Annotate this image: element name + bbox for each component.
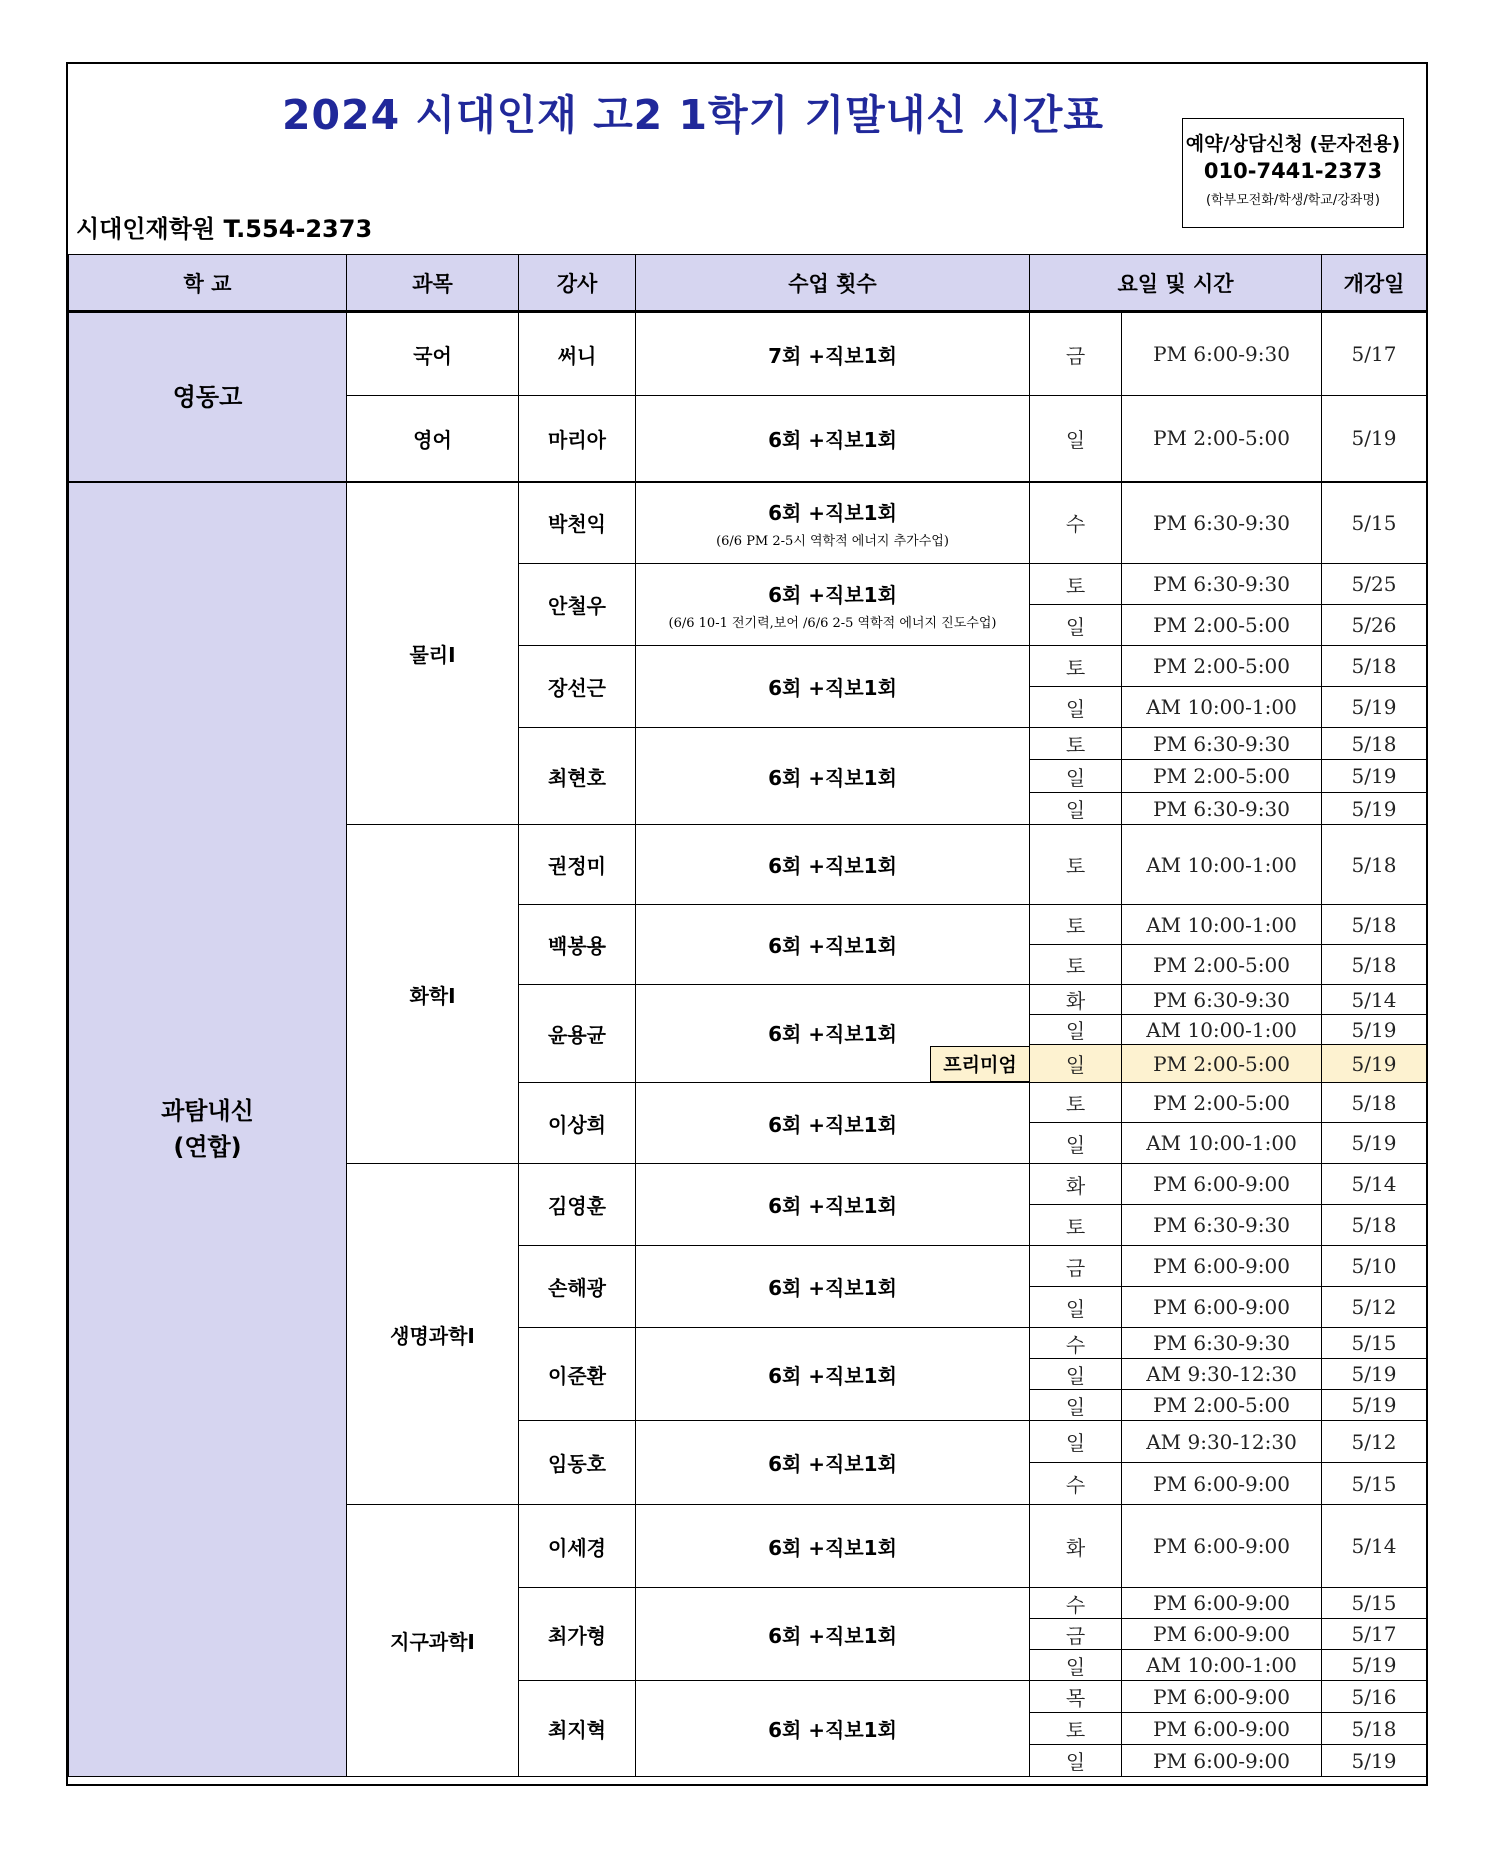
day-cell: 토 <box>1030 825 1122 905</box>
date-cell: 5/12 <box>1322 1287 1427 1328</box>
day-cell: 수 <box>1030 1328 1122 1359</box>
count-cell: 6회 +직보1회 <box>636 1681 1030 1777</box>
date-cell: 5/15 <box>1322 1463 1427 1505</box>
count-cell: 6회 +직보1회 <box>636 646 1030 728</box>
date-cell: 5/18 <box>1322 646 1427 687</box>
day-cell: 일 <box>1030 1421 1122 1463</box>
count-cell: 6회 +직보1회 <box>636 825 1030 905</box>
timetable <box>68 254 1427 1777</box>
count-cell: 6회 +직보1회 <box>636 1588 1030 1681</box>
header-subject: 과목 <box>347 255 519 312</box>
date-cell: 5/10 <box>1322 1246 1427 1287</box>
day-cell: 토 <box>1030 564 1122 605</box>
header-start: 개강일 <box>1322 255 1427 312</box>
teacher-cell: 김영훈 <box>519 1164 636 1246</box>
header-schedule: 요일 및 시간 <box>1030 255 1322 312</box>
header-school: 학 교 <box>69 255 347 312</box>
date-cell: 5/26 <box>1322 605 1427 646</box>
time-cell: PM 6:00-9:00 <box>1122 1745 1322 1777</box>
subject-cell: 화학Ⅰ <box>347 825 519 1164</box>
teacher-cell: 안철우 <box>519 564 636 646</box>
count-cell: 6회 +직보1회 <box>636 1083 1030 1164</box>
time-cell: PM 6:00-9:00 <box>1122 1463 1322 1505</box>
day-cell: 토 <box>1030 1083 1122 1123</box>
date-cell: 5/19 <box>1322 793 1427 825</box>
day-cell: 일 <box>1030 1390 1122 1421</box>
time-cell: PM 2:00-5:00 <box>1122 1083 1322 1123</box>
time-cell: PM 6:30-9:30 <box>1122 1205 1322 1246</box>
day-cell: 일 <box>1030 1045 1122 1083</box>
school-cell <box>69 482 347 1777</box>
table-row <box>69 312 1427 396</box>
date-cell: 5/17 <box>1322 1619 1427 1650</box>
school-cell: 영동고 <box>69 312 347 482</box>
date-cell: 5/14 <box>1322 1164 1427 1205</box>
teacher-cell: 임동호 <box>519 1421 636 1505</box>
teacher-cell: 이상희 <box>519 1083 636 1164</box>
date-cell: 5/12 <box>1322 1421 1427 1463</box>
teacher-cell: 이준환 <box>519 1328 636 1421</box>
time-cell: AM 10:00-1:00 <box>1122 1650 1322 1681</box>
time-cell: AM 10:00-1:00 <box>1122 687 1322 728</box>
date-cell: 5/19 <box>1322 1745 1427 1777</box>
time-cell: PM 6:00-9:00 <box>1122 1505 1322 1588</box>
day-cell: 화 <box>1030 1164 1122 1205</box>
subject-cell: 국어 <box>347 312 519 396</box>
day-cell: 일 <box>1030 793 1122 825</box>
date-cell: 5/18 <box>1322 1083 1427 1123</box>
time-cell: PM 6:00-9:00 <box>1122 1246 1322 1287</box>
date-cell: 5/19 <box>1322 1045 1427 1083</box>
count-cell: 6회 +직보1회 <box>636 728 1030 825</box>
day-cell: 일 <box>1030 1650 1122 1681</box>
time-cell: PM 2:00-5:00 <box>1122 646 1322 687</box>
teacher-cell: 마리아 <box>519 396 636 482</box>
day-cell: 목 <box>1030 1681 1122 1713</box>
contact-phone: 010-7441-2373 <box>1203 159 1383 183</box>
day-cell: 일 <box>1030 1745 1122 1777</box>
teacher-cell: 박천익 <box>519 482 636 564</box>
date-cell: 5/15 <box>1322 482 1427 564</box>
teacher-cell: 최현호 <box>519 728 636 825</box>
contact-box <box>1182 118 1404 228</box>
day-cell: 일 <box>1030 1015 1122 1045</box>
day-cell: 일 <box>1030 760 1122 793</box>
header-teacher: 강사 <box>519 255 636 312</box>
day-cell: 수 <box>1030 482 1122 564</box>
teacher-cell: 윤용균 <box>519 985 636 1083</box>
time-cell: PM 6:00-9:00 <box>1122 1164 1322 1205</box>
subject-cell: 생명과학Ⅰ <box>347 1164 519 1505</box>
teacher-cell: 장선근 <box>519 646 636 728</box>
count-cell: 7회 +직보1회 <box>636 312 1030 396</box>
count-cell: 6회 +직보1회 (6/6 PM 2-5시 역학적 에너지 추가수업) <box>636 482 1030 564</box>
day-cell: 금 <box>1030 312 1122 396</box>
day-cell: 일 <box>1030 687 1122 728</box>
date-cell: 5/17 <box>1322 312 1427 396</box>
count-cell: 6회 +직보1회 <box>636 905 1030 985</box>
date-cell: 5/18 <box>1322 1205 1427 1246</box>
contact-instructions: (학부모전화/학생/학교/강좌명) <box>1206 193 1380 208</box>
time-cell: PM 2:00-5:00 <box>1122 760 1322 793</box>
school-name: 과탐내신 <box>161 1097 254 1126</box>
date-cell: 5/19 <box>1322 396 1427 482</box>
date-cell: 5/16 <box>1322 1681 1427 1713</box>
count-note: (6/6 10-1 전기력,보어 /6/6 2-5 역학적 에너지 진도수업) <box>668 615 997 631</box>
day-cell: 금 <box>1030 1246 1122 1287</box>
date-cell: 5/19 <box>1322 1015 1427 1045</box>
day-cell: 금 <box>1030 1619 1122 1650</box>
time-cell: PM 6:00-9:00 <box>1122 1619 1322 1650</box>
date-cell: 5/19 <box>1322 1123 1427 1164</box>
date-cell: 5/15 <box>1322 1328 1427 1359</box>
date-cell: 5/19 <box>1322 760 1427 793</box>
time-cell: PM 6:30-9:30 <box>1122 564 1322 605</box>
time-cell: PM 2:00-5:00 <box>1122 1390 1322 1421</box>
time-cell: PM 2:00-5:00 <box>1122 1045 1322 1083</box>
time-cell: AM 10:00-1:00 <box>1122 1123 1322 1164</box>
date-cell: 5/18 <box>1322 1713 1427 1745</box>
timetable-document <box>66 62 1428 1786</box>
teacher-cell: 최가형 <box>519 1588 636 1681</box>
day-cell: 화 <box>1030 985 1122 1015</box>
count-cell: 6회 +직보1회 <box>636 1505 1030 1588</box>
count-cell: 6회 +직보1회 (6/6 10-1 전기력,보어 /6/6 2-5 역학적 에너지 진도수업) <box>636 564 1030 646</box>
date-cell: 5/15 <box>1322 1588 1427 1619</box>
day-cell: 화 <box>1030 1505 1122 1588</box>
time-cell: PM 2:00-5:00 <box>1122 945 1322 985</box>
day-cell: 토 <box>1030 728 1122 760</box>
day-cell: 토 <box>1030 945 1122 985</box>
time-cell: PM 6:00-9:00 <box>1122 1588 1322 1619</box>
subject-cell: 물리Ⅰ <box>347 482 519 825</box>
time-cell: PM 6:00-9:00 <box>1122 1713 1322 1745</box>
teacher-cell: 써니 <box>519 312 636 396</box>
day-cell: 토 <box>1030 1205 1122 1246</box>
date-cell: 5/18 <box>1322 728 1427 760</box>
teacher-cell: 권정미 <box>519 825 636 905</box>
day-cell: 토 <box>1030 646 1122 687</box>
count-cell: 6회 +직보1회 <box>636 1164 1030 1246</box>
time-cell: PM 6:30-9:30 <box>1122 1328 1322 1359</box>
day-cell: 일 <box>1030 396 1122 482</box>
time-cell: AM 10:00-1:00 <box>1122 825 1322 905</box>
teacher-cell: 손해광 <box>519 1246 636 1328</box>
school-note: (연합) <box>173 1133 242 1162</box>
day-cell: 일 <box>1030 1359 1122 1390</box>
time-cell: PM 6:30-9:30 <box>1122 482 1322 564</box>
day-cell: 일 <box>1030 1123 1122 1164</box>
time-cell: PM 6:30-9:30 <box>1122 728 1322 760</box>
time-cell: PM 6:00-9:30 <box>1122 312 1322 396</box>
academy-phone: 시대인재학원 T.554-2373 <box>76 215 373 243</box>
date-cell: 5/18 <box>1322 945 1427 985</box>
day-cell: 수 <box>1030 1588 1122 1619</box>
date-cell: 5/19 <box>1322 1650 1427 1681</box>
premium-badge: 프리미엄 <box>930 1046 1030 1082</box>
day-cell: 일 <box>1030 1287 1122 1328</box>
time-cell: PM 6:00-9:00 <box>1122 1287 1322 1328</box>
time-cell: AM 10:00-1:00 <box>1122 1015 1322 1045</box>
count-cell: 6회 +직보1회 <box>636 1328 1030 1421</box>
day-cell: 수 <box>1030 1463 1122 1505</box>
date-cell: 5/19 <box>1322 1359 1427 1390</box>
subject-cell: 지구과학Ⅰ <box>347 1505 519 1777</box>
time-cell: AM 9:30-12:30 <box>1122 1421 1322 1463</box>
date-cell: 5/14 <box>1322 985 1427 1015</box>
date-cell: 5/18 <box>1322 825 1427 905</box>
header-row <box>69 255 1427 312</box>
date-cell: 5/25 <box>1322 564 1427 605</box>
day-cell: 토 <box>1030 905 1122 945</box>
contact-label: 예약/상담신청 (문자전용) <box>1185 133 1401 155</box>
count-note: (6/6 PM 2-5시 역학적 에너지 추가수업) <box>716 533 949 549</box>
time-cell: AM 10:00-1:00 <box>1122 905 1322 945</box>
date-cell: 5/18 <box>1322 905 1427 945</box>
count-cell: 6회 +직보1회 <box>636 1421 1030 1505</box>
count-cell: 6회 +직보1회 <box>636 1246 1030 1328</box>
time-cell: PM 6:30-9:30 <box>1122 793 1322 825</box>
date-cell: 5/19 <box>1322 687 1427 728</box>
date-cell: 5/19 <box>1322 1390 1427 1421</box>
teacher-cell: 최지혁 <box>519 1681 636 1777</box>
time-cell: PM 2:00-5:00 <box>1122 605 1322 646</box>
header-count: 수업 횟수 <box>636 255 1030 312</box>
page-title: 2024 시대인재 고2 1학기 기말내신 시간표 <box>281 91 1105 139</box>
time-cell: PM 2:00-5:00 <box>1122 396 1322 482</box>
table-row <box>69 482 1427 564</box>
time-cell: PM 6:00-9:00 <box>1122 1681 1322 1713</box>
day-cell: 토 <box>1030 1713 1122 1745</box>
count-cell: 6회 +직보1회 프리미엄 <box>636 985 1030 1083</box>
date-cell: 5/14 <box>1322 1505 1427 1588</box>
teacher-cell: 이세경 <box>519 1505 636 1588</box>
subject-cell: 영어 <box>347 396 519 482</box>
count-cell: 6회 +직보1회 <box>636 396 1030 482</box>
time-cell: AM 9:30-12:30 <box>1122 1359 1322 1390</box>
teacher-cell: 백봉용 <box>519 905 636 985</box>
day-cell: 일 <box>1030 605 1122 646</box>
time-cell: PM 6:30-9:30 <box>1122 985 1322 1015</box>
